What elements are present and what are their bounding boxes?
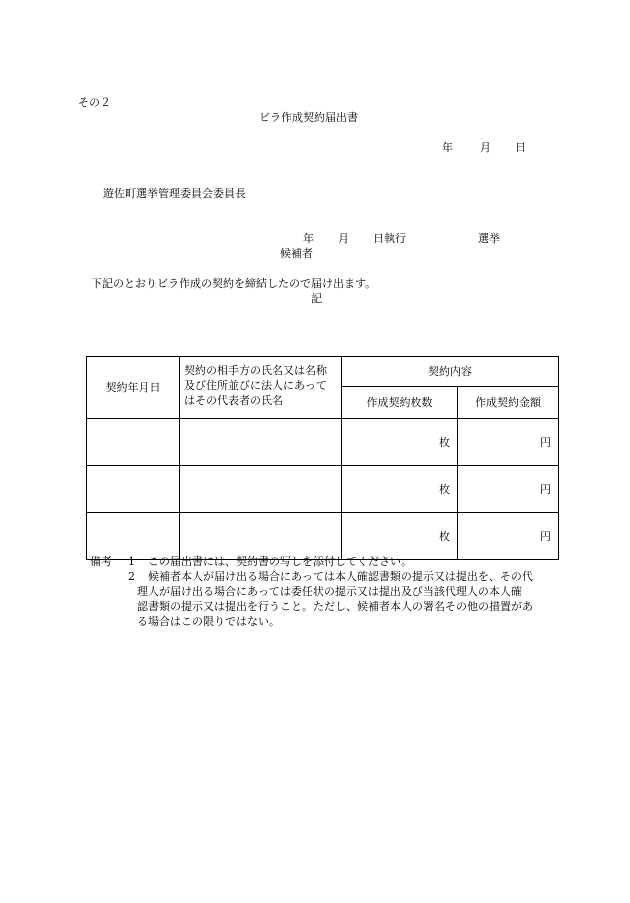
date-day-label: 日 [515,141,526,154]
table-row [87,466,559,513]
candidate-label: 候補者 [280,247,313,260]
form-number: その２ [78,96,111,109]
header-contract-count: 作成契約枚数 [342,387,458,419]
notes-section [86,554,566,629]
addressee: 遊佐町選挙管理委員会委員長 [103,187,246,200]
contract-table [86,356,559,560]
date-month-label: 月 [480,141,491,154]
row-amount-cell[interactable]: 円 [458,419,559,466]
note-2-line-2: 理人が届け出る場合にあっては委任状の提示又は提出及び当該代理人の本人確 [137,585,522,598]
row-party-cell[interactable] [180,466,342,513]
row-date-cell[interactable] [87,513,180,560]
row-date-cell[interactable] [87,419,180,466]
notes-label: 備考 [90,555,112,568]
table-row [87,419,559,466]
row-count-cell[interactable]: 枚 [342,419,458,466]
election-suffix-label: 選挙 [478,232,500,245]
row-date-cell[interactable] [87,466,180,513]
document-title: ビラ作成契約届出書 [259,111,358,124]
note-1-text: この届出書には、契約書の写しを添付してください。 [148,555,412,568]
election-held-label: 日執行 [373,232,406,245]
note-2-line-3: 認書類の提示又は提出を行うこと。ただし、候補者本人の署名その他の措置があ [137,600,533,613]
row-amount-cell[interactable]: 円 [458,513,559,560]
note-2-line-4: る場合はこの限りではない。 [137,615,280,628]
row-amount-cell[interactable]: 円 [458,466,559,513]
note-2-line-1: 候補者本人が届け出る場合にあっては本人確認書類の提示又は提出を、その代 [148,570,533,583]
row-party-cell[interactable] [180,419,342,466]
note-1-number: 1 [128,555,135,568]
row-party-cell[interactable] [180,513,342,560]
header-contract-date: 契約年月日 [87,357,180,419]
statement-text: 下記のとおりビラ作成の契約を締結したので届け出ます。 [91,277,377,290]
row-count-cell[interactable]: 枚 [342,513,458,560]
header-contract-party: 契約の相手方の氏名又は名称及び住所並びに法人にあってはその代表者の氏名 [180,357,342,419]
table-row [87,513,559,560]
row-count-cell[interactable]: 枚 [342,466,458,513]
note-2-number: 2 [128,570,135,583]
header-contract-content: 契約内容 [342,357,559,387]
election-month-label: 月 [338,232,349,245]
header-contract-amount: 作成契約金額 [458,387,559,419]
ki-label: 記 [311,292,322,305]
election-year-label: 年 [303,232,314,245]
date-year-label: 年 [442,141,453,154]
